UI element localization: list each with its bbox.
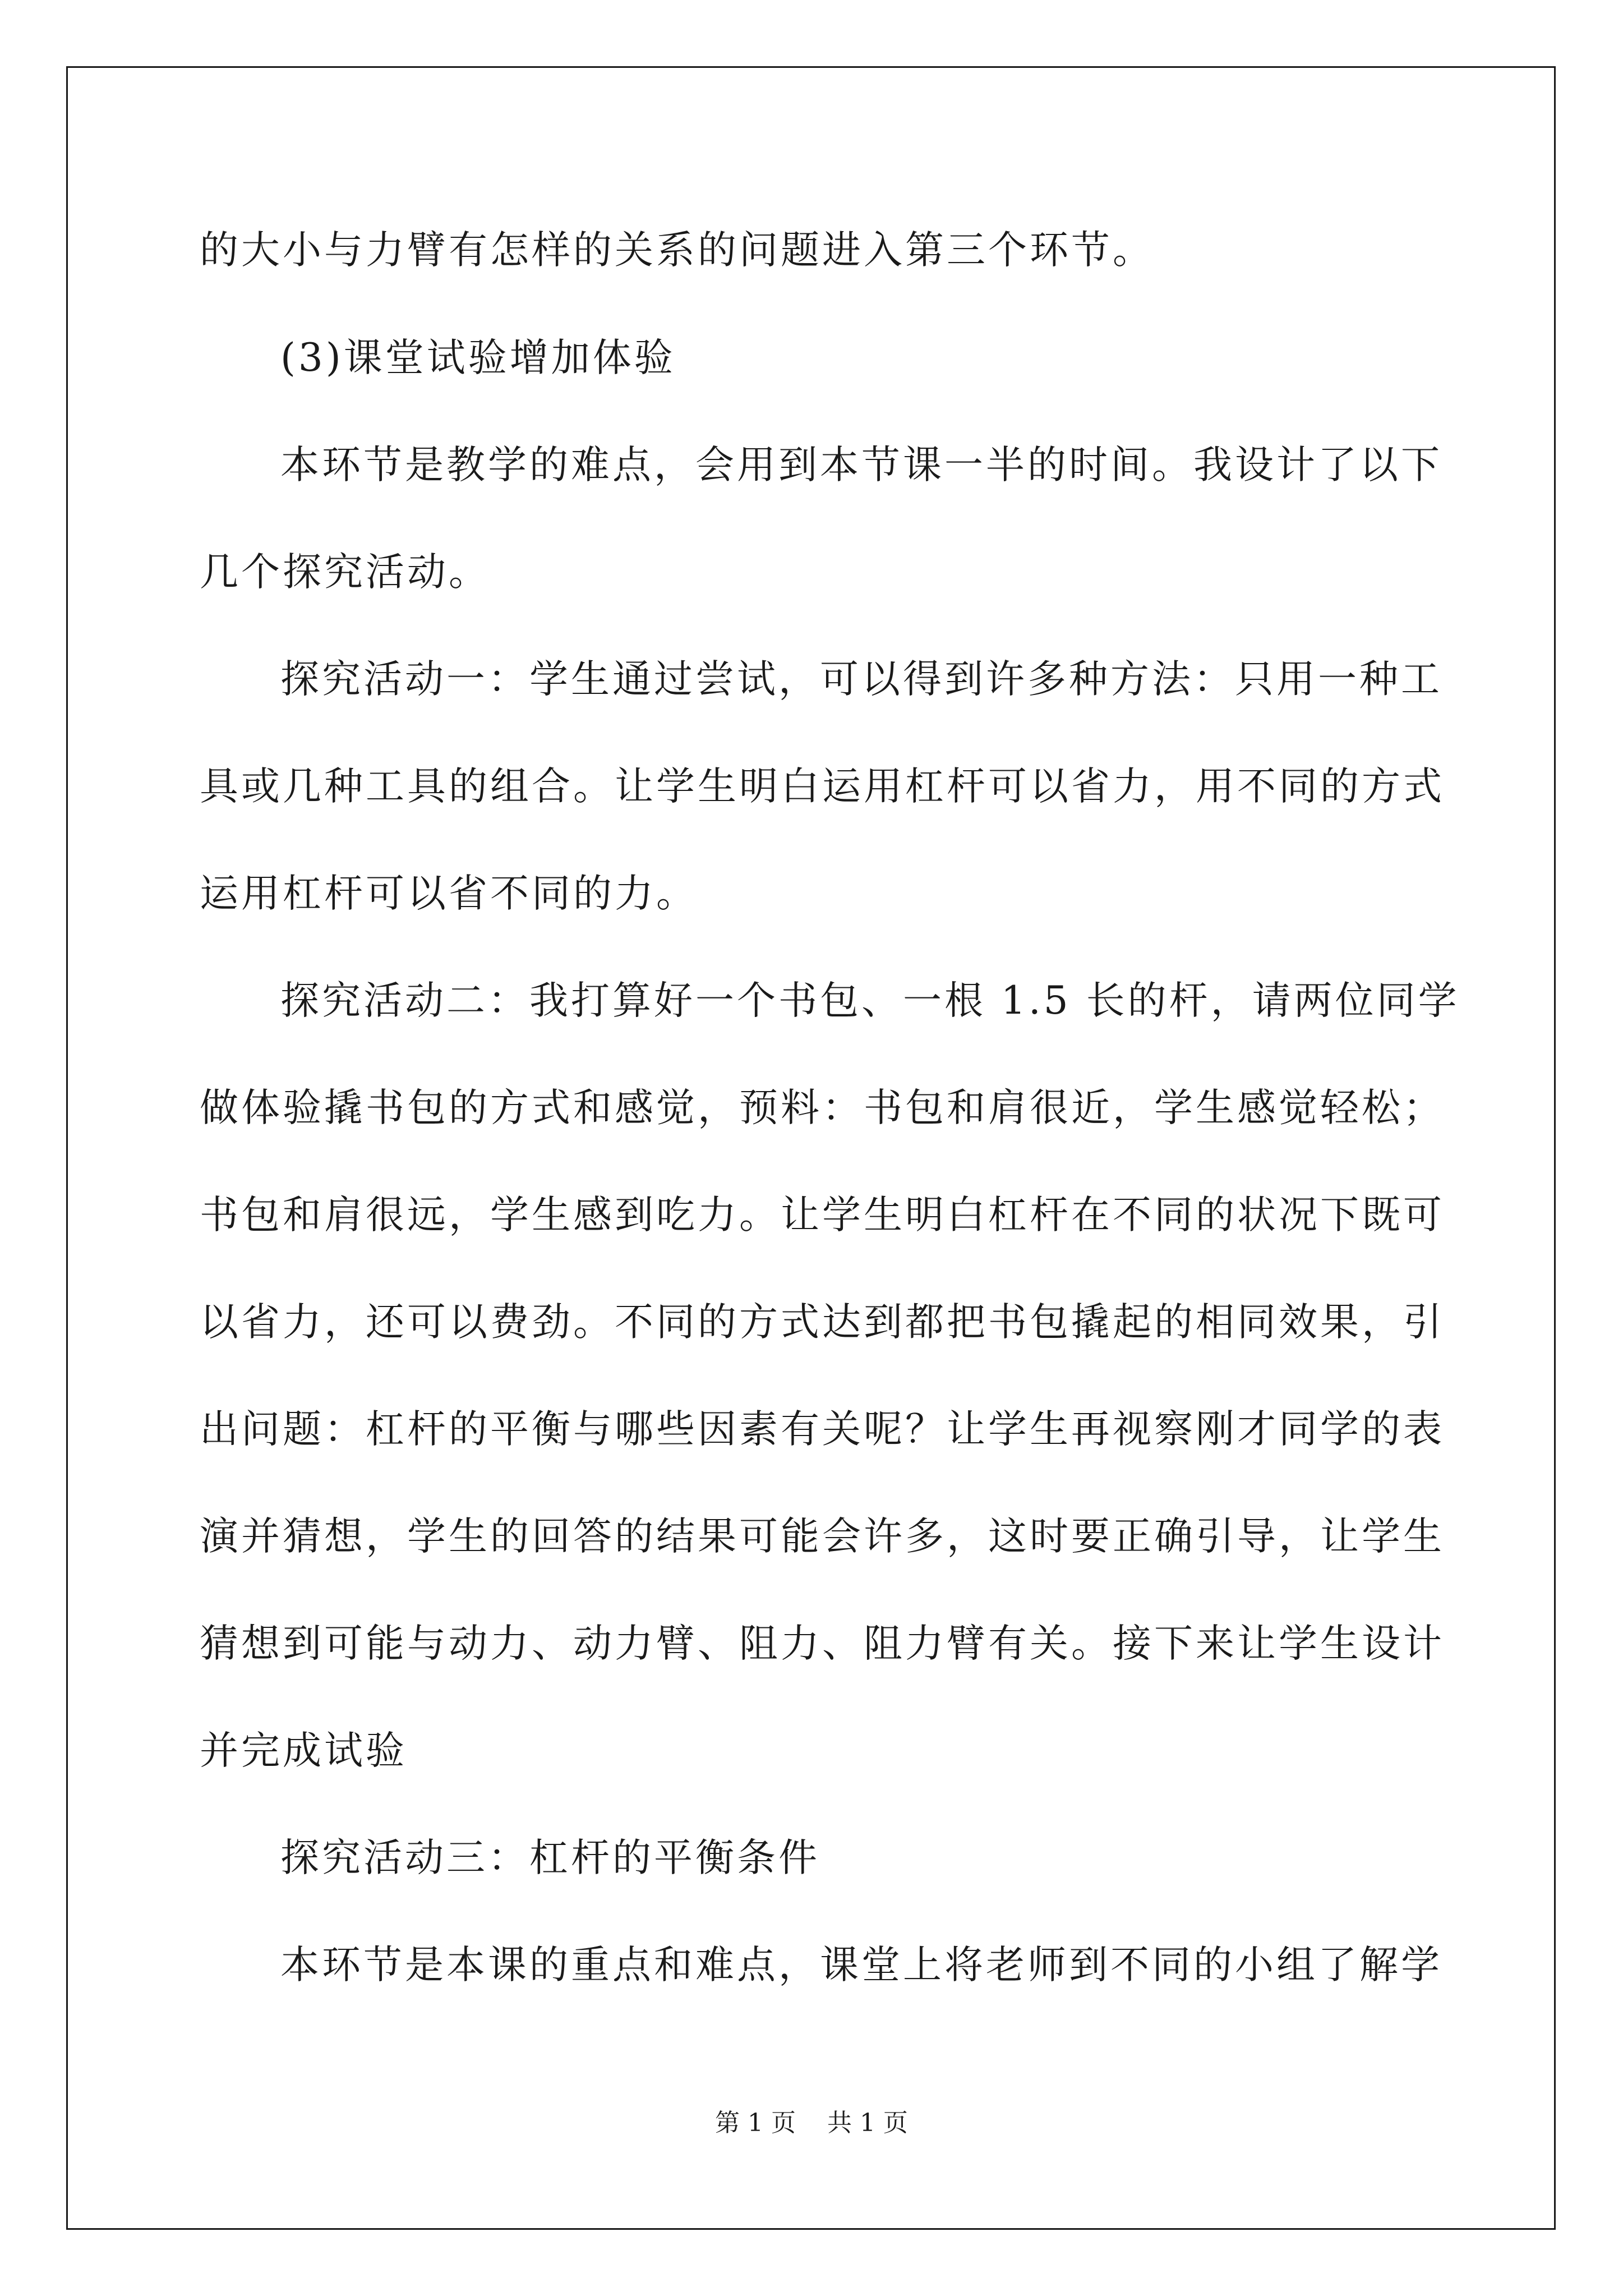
paragraph-start: 探究活动一：学生通过尝试，可以得到许多种方法：只用一种工 [280, 657, 1442, 702]
section-heading: (3)课堂试验增加体验 [280, 335, 676, 380]
text-line: 猜想到可能与动力、动力臂、阻力、阻力臂有关。接下来让学生设计 [200, 1621, 1445, 1666]
text-line: 做体验撬书包的方式和感觉，预料：书包和肩很近，学生感觉轻松； [200, 1085, 1445, 1130]
text-line: 出问题：杠杆的平衡与哪些因素有关呢？让学生再视察刚才同学的表 [200, 1407, 1445, 1452]
text-line: 以省力，还可以费劲。不同的方式达到都把书包撬起的相同效果，引 [200, 1300, 1445, 1345]
page-number-footer: 第 1 页 共 1 页 [715, 2109, 908, 2137]
text-line: 的大小与力臂有怎样的关系的问题进入第三个环节。 [200, 228, 1154, 273]
paragraph-start: 本环节是教学的难点，会用到本节课一半的时间。我设计了以下 [280, 443, 1442, 487]
text-line: 书包和肩很远，学生感到吃力。让学生明白杠杆在不同的状况下既可 [200, 1193, 1445, 1237]
paragraph-start: 本环节是本课的重点和难点，课堂上将老师到不同的小组了解学 [280, 1943, 1442, 1987]
text-line: 并完成试验 [200, 1728, 407, 1773]
text-line: 运用杠杆可以省不同的力。 [200, 871, 698, 916]
text-line: 演并猜想，学生的回答的结果可能会许多，这时要正确引导，让学生 [200, 1514, 1445, 1559]
text-line: 几个探究活动。 [200, 550, 490, 595]
paragraph-start: 探究活动三：杠杆的平衡条件 [280, 1835, 820, 1880]
page-border [66, 66, 1556, 2230]
text-line: 具或几种工具的组合。让学生明白运用杠杆可以省力，用不同的方式 [200, 764, 1445, 809]
paragraph-start: 探究活动二：我打算好一个书包、一根 1.5 长的杆，请两位同学 [280, 978, 1460, 1023]
